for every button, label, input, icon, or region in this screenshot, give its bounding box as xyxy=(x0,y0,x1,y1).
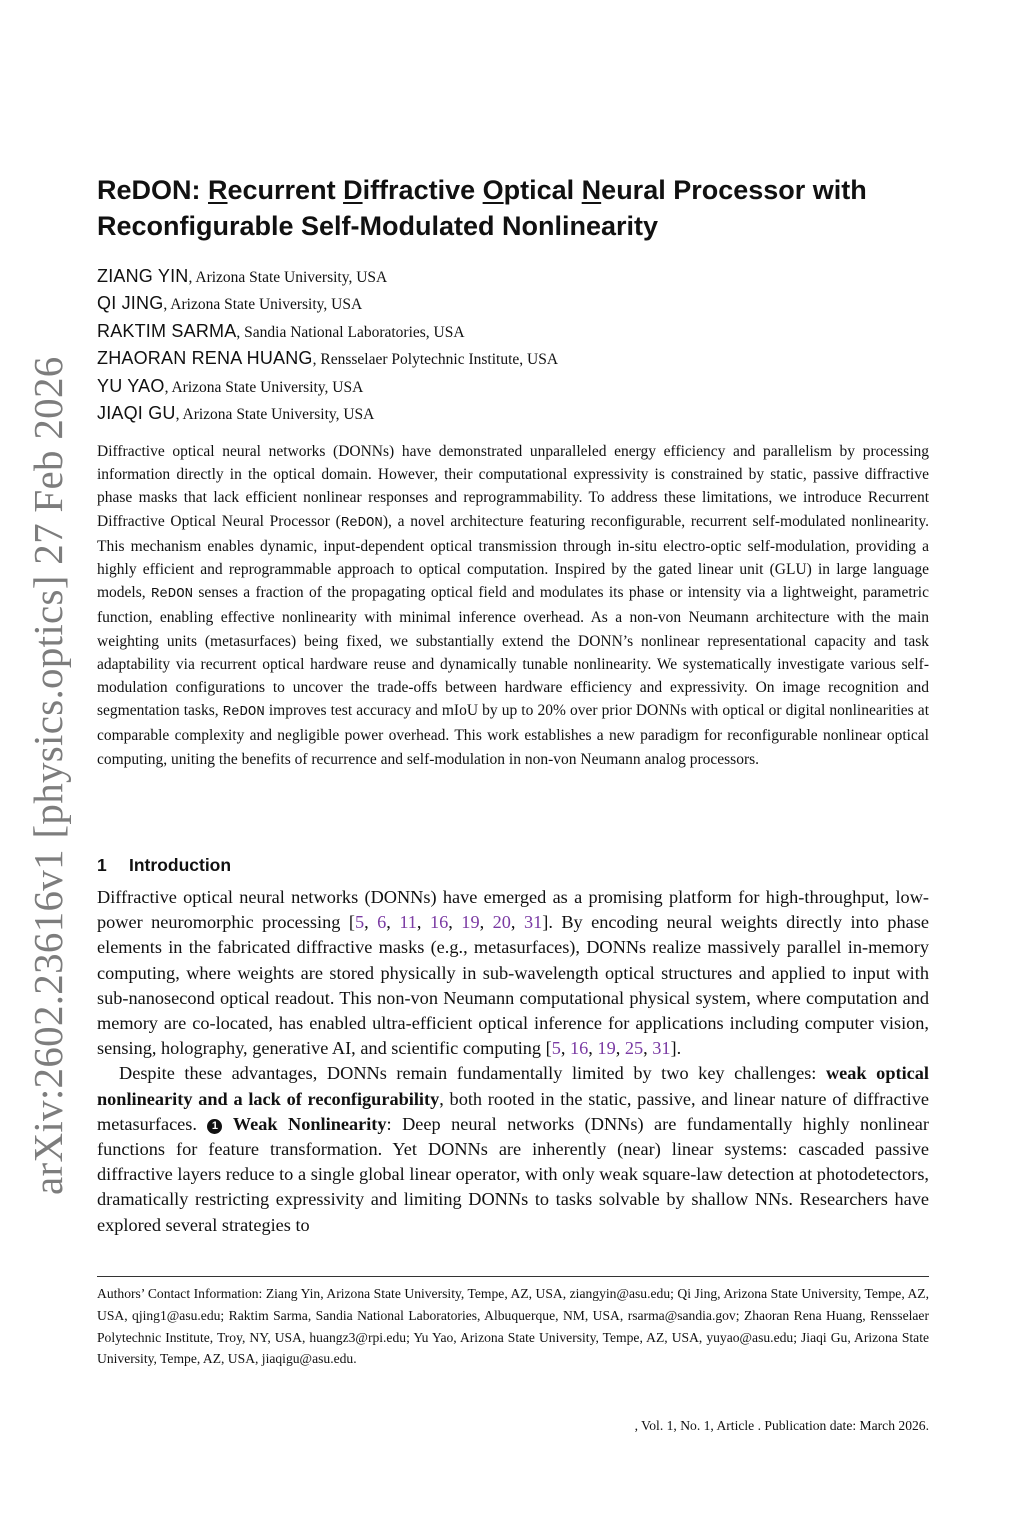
author-entry xyxy=(97,318,558,345)
code-term: ReDON xyxy=(222,704,265,721)
citation-link[interactable]: 5 xyxy=(354,912,365,933)
citation-link[interactable]: 31 xyxy=(523,912,543,933)
bold-phrase: Weak Nonlinearity xyxy=(232,1113,387,1134)
code-term: ReDON xyxy=(340,514,383,531)
page-footer: , Vol. 1, No. 1, Article . Publication date: March 2026. xyxy=(634,1418,929,1433)
citation-link[interactable]: 16 xyxy=(570,1038,589,1059)
citation-link[interactable]: 31 xyxy=(652,1038,671,1059)
author-name: JIAQI GU xyxy=(97,402,176,423)
code-term: ReDON xyxy=(150,586,193,603)
title-line-2: Reconfigurable Self-Modulated Nonlinearity xyxy=(97,211,659,241)
citation-link[interactable]: 20 xyxy=(492,912,511,933)
author-affiliation: , Arizona State University, USA xyxy=(188,269,388,286)
author-name: ZIANG YIN xyxy=(97,266,189,286)
footnote-divider xyxy=(97,1276,929,1277)
paper-title xyxy=(97,172,957,244)
author-entry xyxy=(97,373,558,400)
paragraph: Despite these advantages, DONNs remain fundamentally limited by two key challenges: weak optical nonlinearity and a lack of reconfigurability, both rooted in the static, passive, and linear nature of diffractive metasurfaces. 1 Weak Nonlinearity: Deep neural networks (DNNs) are fundamentally highly nonlinear functions for feature transformation. Yet DONNs are inherently (near) linear systems: cascaded passive diffractive layers reduce to a single global linear operator, with only weak square-law detection at photodetectors, dramatically restricting expressivity and limiting DONNs to tasks solvable by shallow NNs. Researchers have explored several strategies to xyxy=(97,1063,930,1235)
author-entry xyxy=(97,290,558,317)
introduction-body xyxy=(97,885,929,1238)
author-name: RAKTIM SARMA xyxy=(97,320,237,341)
citation-link[interactable]: 19 xyxy=(461,912,480,933)
author-affiliation: , Arizona State University, USA xyxy=(164,378,364,396)
title-line-1: ReDON: Recurrent Diffractive Optical Neural Processor with xyxy=(97,175,867,205)
citation-link[interactable]: 25 xyxy=(624,1038,644,1059)
author-contact-footnote: Authors’ Contact Information: Ziang Yin, Arizona State University, Tempe, AZ, USA, ziangyin@asu.edu; Qi Jing, Arizona State University, Tempe, AZ, USA, qjing1@asu.edu; Raktim Sarma, Sandia National Laboratories, Albuquerque, NM, USA, rsarma@sandia.gov; Zhaoran Rena Huang, Rensselaer Polytechnic Institute, Troy, NY, USA, huangz3@rpi.edu; Yu Yao, Arizona State University, Tempe, AZ, USA, yuyao@asu.edu; Jiaqi Gu, Arizona State University, Tempe, AZ, USA, jiaqigu@asu.edu. xyxy=(97,1286,929,1367)
paragraph: Diffractive optical neural networks (DONNs) have emerged as a promising platform for high-throughput, low-power neuromorphic processing [5, 6, 11, 16, 19, 20, 31]. By encoding neural weights directly into phase elements in the fabricated diffractive masks (e.g., metasurfaces), DONNs realize massively parallel in-memory computing, where weights are stored physically in sub-wavelength optical structures and applied to input with sub-nanosecond optical readout. This non-von Neumann computational physical system, where computation and memory are co-located, has enabled ultra-efficient optical inference for applications including computer vision, sensing, holography, generative AI, and scientific computing [5, 16, 19, 25, 31]. xyxy=(97,887,930,1059)
citation-link[interactable]: 16 xyxy=(429,912,449,933)
citation-link[interactable]: 11 xyxy=(399,912,417,933)
section-heading-introduction xyxy=(97,855,231,876)
author-affiliation: , Sandia National Laboratories, USA xyxy=(236,323,465,341)
section-number: 1 xyxy=(97,855,107,875)
author-name: ZHAORAN RENA HUANG xyxy=(97,348,313,369)
author-entry xyxy=(97,345,558,372)
author-affiliation: , Arizona State University, USA xyxy=(175,405,375,423)
section-title: Introduction xyxy=(129,855,232,875)
citation-link[interactable]: 5 xyxy=(551,1038,561,1059)
numbered-badge-icon: 1 xyxy=(207,1119,222,1134)
citation-link[interactable]: 6 xyxy=(377,912,387,933)
author-affiliation: , Rensselaer Polytechnic Institute, USA xyxy=(312,351,559,369)
citation-link[interactable]: 19 xyxy=(597,1038,616,1059)
author-name: QI JING xyxy=(97,293,164,314)
author-list xyxy=(97,263,558,427)
author-entry xyxy=(97,263,558,290)
author-affiliation: , Arizona State University, USA xyxy=(163,296,363,314)
author-entry xyxy=(97,400,558,427)
bold-phrase: weak optical nonlinearity and a lack of reconfigurability xyxy=(97,1063,929,1109)
abstract: Diffractive optical neural networks (DONNs) have demonstrated unparalleled energy efficiency and parallelism by processing information directly in the optical domain. However, their computational expressivity is constrained by static, passive diffractive phase masks that lack efficient nonlinear responses and reprogrammability. To address these limitations, we introduce Recurrent Diffractive Optical Neural Processor (ReDON), a novel architecture featuring reconfigurable, recurrent self-modulated nonlinearity. This mechanism enables dynamic, input-dependent optical transmission through in-situ electro-optic self-modulation, providing a highly efficient and reprogrammable approach to optical computation. Inspired by the gated linear unit (GLU) in large language models, ReDON senses a fraction of the propagating optical field and modulates its phase or intensity via a lightweight, parametric function, enabling effective nonlinearity with minimal inference overhead. As a non-von Neumann architecture with the main weighting units (metasurfaces) being fixed, we substantially extend the DONN’s nonlinear representational capacity and task adaptability via recurrent optical hardware reuse and dynamically tunable nonlinearity. We systematically investigate various self-modulation configurations to uncover the trade-offs between hardware efficiency and expressivity. On image recognition and segmentation tasks, ReDON improves test accuracy and mIoU by up to 20% over prior DONNs with optical or digital nonlinearities at comparable complexity and negligible power overhead. This work establishes a new paradigm for reconfigurable nonlinear optical computing, uniting the benefits of recurrence and self-modulation in non-von Neumann analog processors. xyxy=(97,443,929,768)
arxiv-identifier-stamp: arXiv:2602.23616v1 [physics.optics] 27 Feb 2026 xyxy=(25,356,71,1195)
author-name: YU YAO xyxy=(97,375,165,396)
